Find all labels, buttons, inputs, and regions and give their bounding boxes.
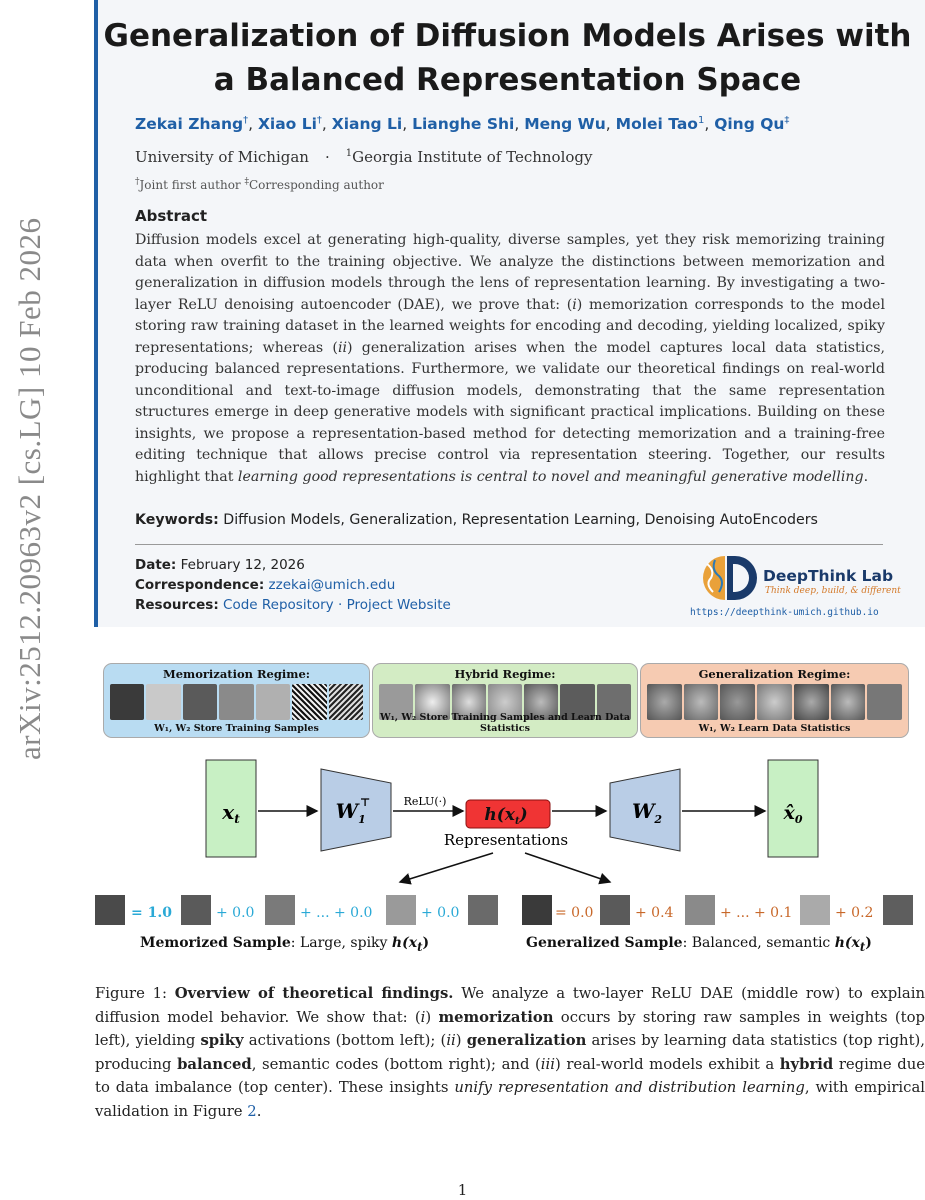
lab-url-link[interactable]: https://deepthink-umich.github.io — [690, 607, 879, 618]
svg-text:= 1.0: = 1.0 — [131, 905, 172, 921]
memorization-regime-panel: Memorization Regime: W₁, W₂ Store Training Samples — [103, 663, 370, 738]
face-thumbnail — [468, 895, 498, 925]
figure-caption: Figure 1: Overview of theoretical findings. We analyze a two-layer ReLU DAE (middle row) to explain diffusion model behavior. We show that: (i) memorization occurs by storing raw samples in weights (top left), yielding spiky activations (bottom left); (ii) generalization arises by learning data statistics (top right), producing balanced, semantic codes (bottom right); and (iii) real-world models exhibit a hybrid regime due to data imbalance (top center). These insights unify representation and distribution learning, with empirical validation in Figure 2. — [95, 985, 925, 1120]
abstract-heading: Abstract — [135, 207, 208, 225]
svg-text:W2: $W_2$ — [631, 799, 663, 826]
memorized-sample-label: Memorized Sample: Large, spiky $h(x_t)$ — [140, 935, 430, 954]
lab-name: DeepThink Lab — [763, 567, 894, 585]
face-thumbnail — [600, 895, 630, 925]
generalized-sample-label: Generalized Sample: Balanced, semantic $h(x_t)$ — [526, 935, 872, 954]
figure-2-link[interactable]: 2 — [247, 1102, 257, 1120]
svg-text:= 0.0: = 0.0 — [555, 905, 594, 921]
svg-text:+ 0.2: + 0.2 — [835, 905, 874, 921]
svg-text:+ 0.0: + 0.0 — [216, 905, 255, 921]
face-thumbnail — [181, 895, 211, 925]
project-website-link[interactable]: Project Website — [346, 597, 451, 613]
svg-text:x̂0: $x̂_0$ — [783, 802, 803, 826]
author[interactable]: Xiao Li† — [257, 115, 322, 134]
code-repository-link[interactable]: Code Repository — [223, 597, 334, 613]
face-thumbnail — [800, 895, 830, 925]
face-thumbnail — [883, 895, 913, 925]
page-number: 1 — [457, 1181, 468, 1199]
author[interactable]: Molei Tao$^1$ — [615, 115, 705, 134]
email-link[interactable]: zzekai@umich.edu — [268, 577, 396, 593]
face-thumbnail — [265, 895, 295, 925]
correspondence-line: Correspondence: zzekai@umich.edu — [135, 577, 396, 593]
author[interactable]: Meng Wu — [524, 115, 606, 134]
arrow — [525, 853, 610, 882]
svg-text:W1⊤: $W_1⊤$ — [335, 796, 371, 826]
author[interactable]: Xiang Li — [331, 115, 403, 134]
paper-title: Generalization of Diffusion Models Arises with a Balanced Representation Space — [103, 18, 912, 98]
resources-line: Resources: Code Repository · Project Website — [135, 597, 451, 613]
representations-label: Representations — [443, 831, 569, 849]
lab-tagline: Think deep, build, & different — [765, 586, 901, 596]
svg-text:xt: $x_t$ — [222, 800, 240, 826]
author-list: Zekai Zhang†, Xiao Li†, Xiang Li, Lianghe Shi, Meng Wu, Molei Tao$^1$, Qing Qu‡ — [135, 115, 790, 134]
date-line: Date: February 12, 2026 — [135, 557, 305, 573]
svg-text:+ ... + 0.1: + ... + 0.1 — [720, 905, 793, 921]
arrow — [400, 853, 493, 882]
svg-text:ReLU(·): ReLU(·) — [403, 795, 447, 808]
svg-text:h(xt): $h(x_t)$ — [484, 805, 528, 827]
face-thumbnail — [95, 895, 125, 925]
svg-text:+ 0.0: + 0.0 — [421, 905, 460, 921]
face-thumbnail — [386, 895, 416, 925]
divider — [135, 544, 883, 545]
svg-text:+ ... + 0.0: + ... + 0.0 — [300, 905, 373, 921]
author[interactable]: Qing Qu‡ — [714, 115, 790, 134]
author[interactable]: Zekai Zhang† — [135, 115, 249, 134]
generalization-regime-panel: Generalization Regime: W₁, W₂ Learn Data Statistics — [640, 663, 909, 738]
abstract-text: Diffusion models excel at generating high-quality, diverse samples, yet they risk memorizing training data when overfit to the training objective. We analyze the distinctions between memorization and generalization in diffusion models through the lens of representation learning. By investigating a two-layer ReLU denoising autoencoder (DAE), we prove that: (i) memorization corresponds to the model storing raw training dataset in the learned weights for encoding and decoding, yielding localized, spiky representations; whereas (ii) generalization arises when the model captures local data statistics, producing balanced representations. Furthermore, we validate our theoretical findings on real-world unconditional and text-to-image diffusion models, demonstrating that the same representation structures emerge in deep generative models with significant practical implications. Building on these insights, we propose a representation-based method for detecting memorization and a training-free editing technique that allows precise control via representation steering. Together, our results highlight that learning good representations is central to novel and meaningful generative modelling. — [135, 232, 885, 485]
arxiv-stamp: arXiv:2512.20963v2 [cs.LG] 10 Feb 2026 — [12, 217, 47, 760]
author-notes: †Joint first author ‡Corresponding author — [135, 177, 384, 192]
svg-text:+ 0.4: + 0.4 — [635, 905, 674, 921]
author[interactable]: Lianghe Shi — [412, 115, 515, 134]
dae-diagram — [95, 745, 925, 965]
keywords: Keywords: Diffusion Models, Generalization, Representation Learning, Denoising AutoEncoders — [135, 512, 818, 528]
hybrid-regime-panel: Hybrid Regime: W₁, W₂ Store Training Samples and Learn Data Statistics — [372, 663, 638, 738]
affiliations: University of Michigan · $^1$Georgia Institute of Technology — [135, 148, 593, 166]
face-thumbnail — [522, 895, 552, 925]
face-thumbnail — [685, 895, 715, 925]
memorized-sample-thumbnails — [110, 684, 363, 720]
generalized-sample-thumbnails — [647, 684, 902, 720]
